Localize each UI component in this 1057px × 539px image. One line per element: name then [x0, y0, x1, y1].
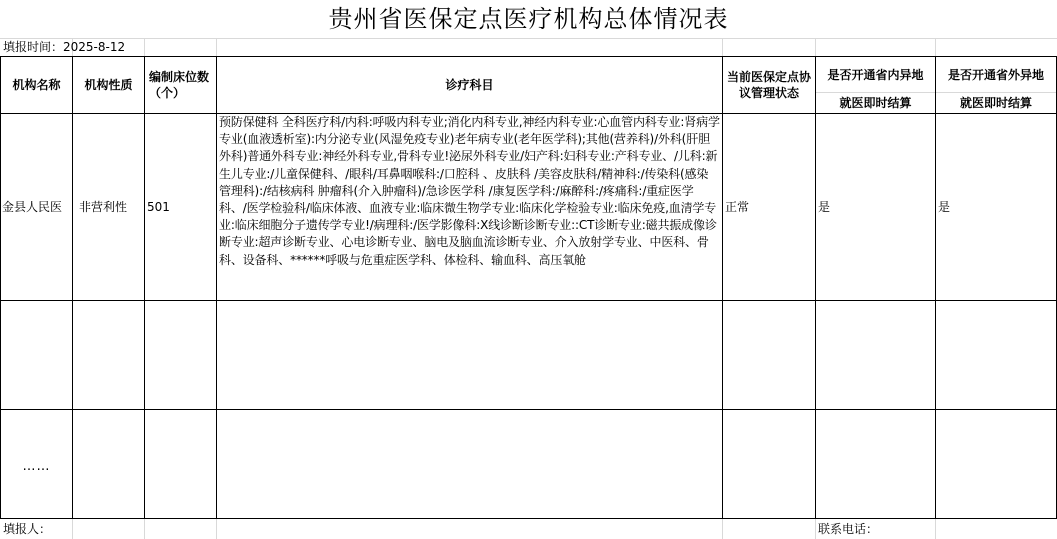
filler-label: 填报人： [3, 522, 52, 536]
phone-label: 联系电话： [818, 522, 879, 536]
bed-count-cell: 501 [147, 199, 170, 214]
departments-cell: 预防保健科 全科医疗科/内科:呼吸内科专业;消化内科专业,神经内科专业:心血管内科专业:肾病学专业(血液透析室):内分泌专业(风湿免疫专业)老年病专业(老年医学科);其他(营养科)/外科(肝胆外科)普通外科专业:神经外科专业,骨科专业!泌尿外科专业/妇产科:妇科专业:产科专业、/儿科:新生儿专业:/儿童保健科、/眼科/耳鼻咽喉科:/口腔科 、皮肤科 /美容皮肤科/精神科:/传染科(感染管理科):/结核病科 肿瘤科(介入肿瘤科)/急诊医学科 /康复医学科:/麻醉科:/疼痛科:/重症医学科、/医学检验科/临床体液、血液专业:临床微生物学专业:临床化学检验专业:临床免疫,血清学专业:临床细胞分子遗传学专业!/病理科:/医学影像科:X线诊断诊断专业::CT诊断专业:磁共振成像诊断专业:超声诊断专业、心电诊断专业、脑电及脑血流诊断专业、介入放射学专业、中医科、骨科、设备科、******呼吸与危重症医学科、体检科、输血科、高压氧舱 [219, 115, 720, 267]
ellipsis-marker: …… [22, 459, 51, 474]
header-institution-nature: 机构性质 [84, 78, 133, 92]
header-bed-count: 编制床位数（个） [149, 70, 210, 100]
out-province-settlement-cell: 是 [938, 199, 951, 214]
institution-nature-cell: 非营利性 [79, 199, 128, 214]
page-title: 贵州省医保定点医疗机构总体情况表 [328, 5, 729, 33]
header-out-province-bottom: 就医即时结算 [959, 96, 1032, 110]
header-in-province-top: 是否开通省内异地 [827, 67, 924, 82]
header-agreement-status: 当前医保定点协议管理状态 [726, 70, 811, 100]
header-in-province-bottom: 就医即时结算 [839, 96, 912, 110]
header-out-province-top: 是否开通省外异地 [947, 67, 1044, 82]
header-institution-name: 机构名称 [12, 78, 61, 92]
agreement-status-cell: 正常 [725, 199, 750, 214]
institution-name-cell: 金县人民医 [2, 199, 63, 214]
in-province-settlement-cell: 是 [818, 199, 831, 214]
fill-date-label: 填报时间：2025-8-12 [3, 40, 126, 54]
header-departments: 诊疗科目 [445, 78, 494, 92]
